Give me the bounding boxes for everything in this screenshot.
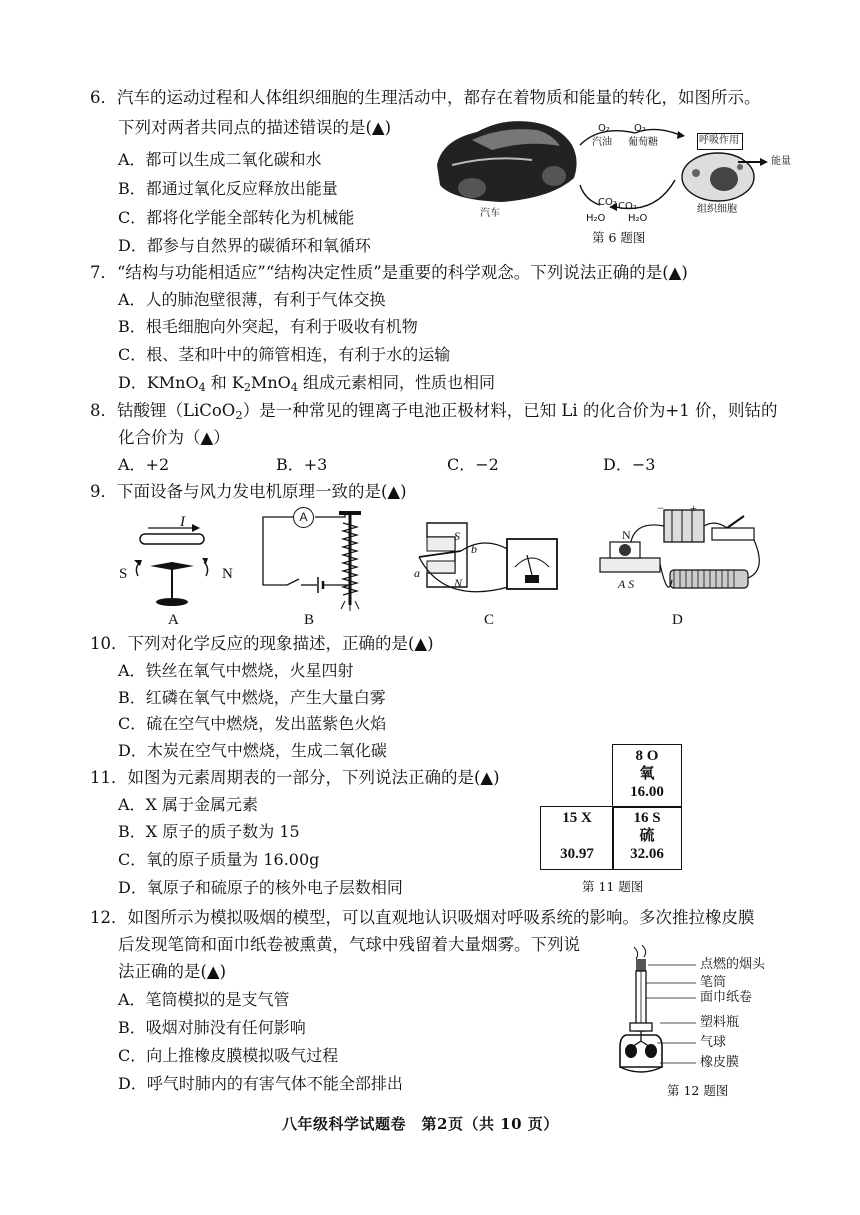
q8-option-c: C．−2 (447, 455, 499, 474)
q9-fig-label-c: C (484, 612, 495, 628)
q9-fig-c-a: a (414, 566, 420, 580)
q12-stem-line2: 后发现笔筒和面巾纸卷被熏黄，气球中残留着大量烟雾。下列说 (118, 935, 580, 954)
q6-car-illustration (432, 110, 582, 210)
q8-option-d: D．−3 (603, 455, 656, 474)
q12-option-b: B．吸烟对肺没有任何影响 (118, 1018, 306, 1037)
q7-option-d: D．KMnO$_4$ 和 $K_2MnO_4$ 组成元素相同，性质也相同 (118, 373, 496, 394)
q9-fig-d-minus: − (657, 501, 664, 515)
q11-figure-caption: 第 11 题图 (582, 879, 644, 894)
q6-stem-line1: 6．汽车的运动过程和人体组织细胞的生理活动中，都存在着物质和能量的转化，如图所示。 (90, 88, 761, 107)
periodic-cell-x: 15 X 30.97 (540, 806, 614, 870)
q6-fig-fuel: 汽油 (592, 137, 612, 148)
q12-label-tissue-roll: 面巾纸卷 (700, 990, 753, 1005)
q7-option-c: C．根、茎和叶中的筛管相连，有利于水的运输 (118, 345, 451, 364)
q9-ammeter-label: A (299, 510, 308, 524)
q9-fig-c-s: S (454, 529, 460, 543)
q12-option-d: D．呼气时肺内的有害气体不能全部排出 (118, 1074, 403, 1093)
q12-label-pen-tube: 笔筒 (700, 975, 727, 990)
q12-label-rubber-membrane: 橡皮膜 (700, 1055, 740, 1070)
q9-fig-d-plus: + (690, 501, 697, 515)
q6-fig-h2o-right: H₂O (628, 213, 648, 224)
q9-fig-a-s: S (119, 566, 128, 582)
q9-ammeter-circle (293, 507, 314, 528)
q11-stem: 11．如图为元素周期表的一部分，下列说法正确的是(▲) (90, 768, 500, 787)
q6-option-b: B．都通过氧化反应释放出能量 (118, 179, 338, 198)
q9-figure-a-compass (118, 508, 228, 613)
q11-option-c: C．氧的原子质量为 16.00g (118, 850, 320, 869)
periodic-cell-sulfur: 16 S 硫 32.06 (612, 806, 682, 870)
q7-stem: 7．“结构与功能相适应”“结构决定性质”是重要的科学观念。下列说法正确的是(▲) (90, 263, 688, 282)
q10-option-b: B．红磷在氧气中燃烧，产生大量白雾 (118, 688, 386, 707)
q10-option-a: A．铁丝在氧气中燃烧，火星四射 (118, 661, 354, 680)
q8-stem-line1: 8．钴酸锂（LiCoO$_2$）是一种常见的锂离子电池正极材料，已知 Li 的化合价为+1 价，则钴的 (90, 401, 778, 422)
page-footer: 八年级科学试题卷 第2页（共 10 页） (282, 1115, 559, 1133)
q9-fig-label-a: A (168, 612, 179, 628)
q9-fig-label-b: B (304, 612, 315, 628)
q8-option-a: A．+2 (118, 455, 170, 474)
q6-fig-co2-2: CO₂ (618, 201, 637, 212)
q9-stem: 9．下面设备与风力发电机原理一致的是(▲) (90, 482, 407, 501)
q12-smoking-model (612, 943, 702, 1078)
q10-option-d: D．木炭在空气中燃烧，生成二氧化碳 (118, 741, 387, 760)
q9-fig-c-n: N (454, 576, 463, 590)
q12-figure-caption: 第 12 题图 (667, 1083, 729, 1098)
q7-option-a: A．人的肺泡壁很薄，有利于气体交换 (118, 290, 386, 309)
q12-stem-line1: 12．如图所示为模拟吸烟的模型，可以直观地认识吸烟对呼吸系统的影响。多次推拉橡皮膜 (90, 908, 755, 927)
q9-figure-b-circuit (255, 505, 375, 615)
q6-fig-cell-label: 组织细胞 (697, 204, 737, 215)
q6-option-a: A．都可以生成二氧化碳和水 (118, 150, 322, 169)
q8-stem-line2: 化合价为（▲） (118, 428, 230, 447)
q6-option-d: D．都参与自然界的碳循环和氧循环 (118, 236, 371, 255)
q6-fig-o2-left: O₂ (598, 123, 610, 134)
q6-stem-line2: 下列对两者共同点的描述错误的是(▲) (118, 118, 392, 137)
q6-fig-o2-right: O₂ (634, 123, 646, 134)
q9-fig-c-b: b (471, 542, 477, 556)
q9-fig-d-n: N (622, 528, 631, 542)
q9-figure-d-motor (592, 500, 782, 615)
q12-label-balloon: 气球 (700, 1035, 727, 1050)
q10-stem: 10．下列对化学反应的现象描述，正确的是(▲) (90, 634, 434, 653)
q9-fig-d-as: A S (618, 577, 635, 591)
periodic-cell-oxygen: 8 O 氧 16.00 (612, 744, 682, 808)
q6-cell-illustration (678, 145, 758, 205)
q12-option-c: C．向上推橡皮膜模拟吸气过程 (118, 1046, 339, 1065)
q12-stem-line3: 法正确的是(▲) (118, 962, 227, 981)
q11-option-d: D．氧原子和硫原子的核外电子层数相同 (118, 878, 403, 897)
q12-label-plastic-bottle: 塑料瓶 (700, 1015, 740, 1030)
q12-label-cigarette: 点燃的烟头 (700, 957, 766, 972)
q7-option-b: B．根毛细胞向外突起，有利于吸收有机物 (118, 317, 418, 336)
q11-option-a: A．X 属于金属元素 (118, 795, 259, 814)
q9-fig-a-n: N (222, 566, 233, 582)
q11-option-b: B．X 原子的质子数为 15 (118, 822, 300, 841)
q12-option-a: A．笔筒模拟的是支气管 (118, 990, 290, 1009)
q6-fig-respiration: 呼吸作用 (699, 135, 739, 146)
q6-fig-energy: 能量 (771, 156, 791, 167)
q6-fig-h2o-left: H₂O (586, 213, 606, 224)
q9-fig-label-d: D (672, 612, 683, 628)
q6-fig-car-label: 汽车 (480, 208, 500, 219)
q6-figure-caption: 第 6 题图 (592, 230, 646, 245)
q9-fig-current-label: I (180, 514, 185, 530)
q8-option-b: B．+3 (276, 455, 328, 474)
q6-option-c: C．都将化学能全部转化为机械能 (118, 208, 355, 227)
q6-fig-co2-1: CO₂ (598, 197, 617, 208)
q10-option-c: C．硫在空气中燃烧，发出蓝紫色火焰 (118, 714, 387, 733)
q6-fig-glucose: 葡萄糖 (628, 137, 658, 148)
q6-energy-arrow (738, 157, 768, 167)
q9-figure-c-magnet-meter (415, 515, 565, 610)
